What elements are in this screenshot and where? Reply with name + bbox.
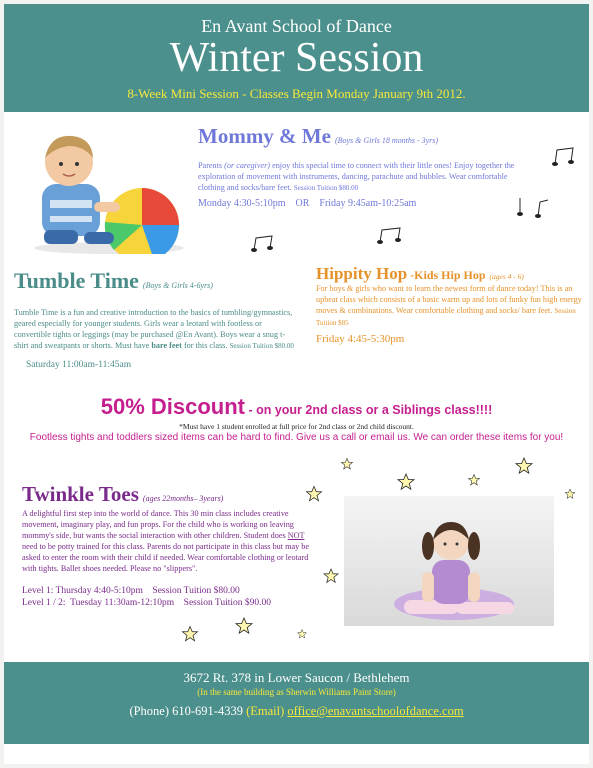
mommy-me-heading [198,124,438,149]
discount-headline: 50% Discount [100,394,245,419]
tumble-time-title: Tumble Time [14,268,139,293]
hippity-hop-description [316,283,584,329]
star-icon [236,618,252,633]
hippity-hop-tuition: Session Tuition $85 [316,307,576,327]
mommy-me-ages: (Boys & Girls 18 months - 3yrs) [334,136,439,145]
tumble-time-heading [14,268,213,294]
hippity-hop-ages: (ages 4 - 6) [489,272,524,281]
email-label: (Email) [246,704,285,718]
mommy-me-description [198,160,528,194]
footer-address: 3672 Rt. 378 in Lower Saucon / Bethlehem [183,670,410,685]
girl-ballerina-photo [344,496,554,626]
star-icon [342,459,353,469]
phone-label: (Phone) [129,704,170,718]
twinkle-toes-title: Twinkle Toes [22,482,139,506]
mommy-me-title: Mommy & Me [198,124,331,148]
footer-contact [4,704,589,719]
music-note-icon [250,234,278,254]
star-icon [516,458,532,473]
hippity-hop-title: Hippity Hop [316,264,408,283]
items-note: Footless tights and toddlers sized items can be hard to find. Give us a call or email us. We can order these items for you! [29,432,564,443]
twinkle-toes-desc-not: NOT [287,531,305,540]
mommy-me-tuition: Session Tuition $80.00 [293,184,359,192]
tumble-time-times: Saturday 11:00am-11:45am [26,360,132,370]
star-icon [469,475,480,485]
flyer-page [4,4,589,764]
star-icon [307,487,322,501]
star-icon [398,474,414,489]
tumble-time-desc-part2: for this class. [181,341,230,350]
session-subtitle: 8-Week Mini Session - Classes Begin Monday January 9th 2012. [127,86,466,101]
music-note-icon [551,146,579,168]
hippity-hop-desc: For boys & girls who want to learn the newest form of dance today! This is an upbeat class which consists of a basic warm up and lots of funky fun high energy moves & combinations. Wear comfortable clothing and socks/ bare feet. [316,284,582,315]
mommy-me-desc-part2: enjoy this special time to connect with their little ones! Enjoy together the exploration of movement with instruments, dancing, parachute and bubbles. Wear comfortable clothing and socks/bare feet. [198,161,515,192]
music-note-icon [516,194,550,220]
mommy-me-desc-part1: Parents [198,161,225,170]
twinkle-toes-description [22,508,314,574]
star-icon [183,627,198,641]
boy-with-ball-photo [14,122,189,254]
mommy-me-desc-caregiver: (or caregiver) [224,161,271,170]
twinkle-toes-desc-part2: need to be potty trained for this class. Parents do not participate in this class but may be asked to enter the room with their child if needed. Wear comfortable clothing or leotard with tights. Ballet shoes needed. Please no "slippers". [22,542,309,573]
discount-note: *Must have 1 student enrolled at full price for 2nd class or 2nd child discount. [179,422,414,431]
email-link[interactable]: office@enavantschoolofdance.com [287,704,464,718]
discount-heading [4,394,589,420]
twinkle-toes-ages: (ages 22months– 3years) [142,494,224,503]
session-title: Winter Session [169,35,424,81]
phone-number: 610-691-4339 [172,704,243,718]
star-icon [298,630,307,639]
tumble-time-desc-bold: bare feet [151,341,182,350]
hippity-hop-title-suffix: -Kids Hip Hop [407,268,486,282]
tumble-time-ages: (Boys & Girls 4-6yrs) [142,281,213,290]
star-icon [324,569,338,582]
header-banner [4,4,589,112]
twinkle-toes-level-1: Level 1: Thursday 4:40-5:10pm Session Tuition $80.00 [22,586,240,596]
tumble-time-desc-part1: Tumble Time is a fun and creative introduction to the basics of tumbling/gymnastics, geared especially for younger students. Girls wear a leotard with footless or convertible tights or leggings (may be purchased @En Avant). Boys wear a snug t-shirt and sweatpants or shorts. Must have [14,308,293,350]
twinkle-toes-heading [22,482,223,507]
tumble-time-description [14,307,294,352]
tumble-time-tuition: Session Tuition $80.00 [229,342,294,350]
footer-banner [4,662,589,744]
music-note-icon [376,226,406,246]
twinkle-toes-desc-part1: A delightful first step into the world of dance. This 30 min class includes creative movement, imaginary play, and fun props. For the child who is working on leaving mommy's side, but wants the social interaction with other children. Student does [22,509,294,540]
mommy-me-times: Monday 4:30-5:10pm OR Friday 9:45am-10:25am [198,198,417,209]
hippity-hop-heading [316,264,524,284]
star-icon [565,489,575,499]
twinkle-toes-level-2: Level 1 / 2: Tuesday 11:30am-12:10pm Session Tuition $90.00 [22,598,272,608]
school-name: En Avant School of Dance [201,16,392,36]
hippity-hop-times: Friday 4:45-5:30pm [316,333,405,345]
discount-tagline: - on your 2nd class or a Siblings class!!!! [244,403,493,417]
footer-address-note: (In the same building as Sherwin Williams Paint Store) [197,687,396,697]
